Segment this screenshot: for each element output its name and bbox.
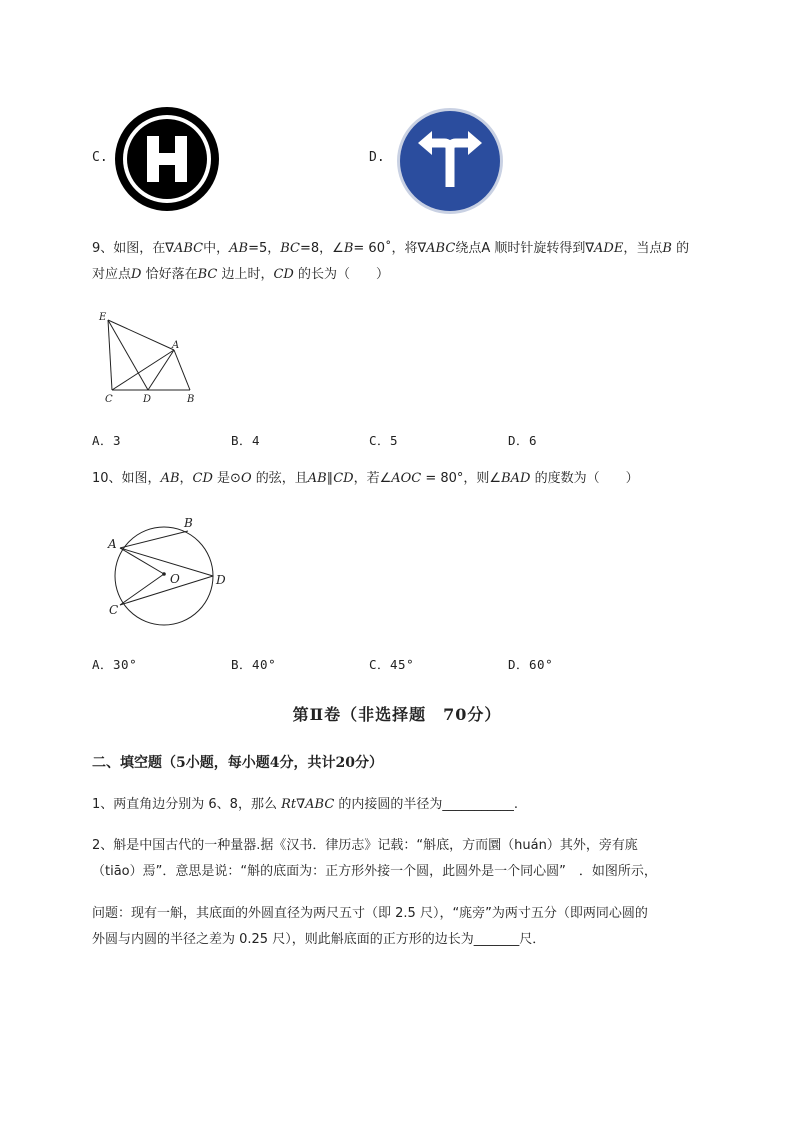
segment-da (148, 350, 174, 390)
segment-ad (120, 548, 213, 576)
question-9-triangle-figure (96, 308, 206, 404)
fill-question-2-line-3: 问题：现有一斛，其底面的外圆直径为两尺五寸（即 2.5 尺），“庣旁”为两寸五分（即两同心圆的 (92, 906, 648, 921)
segment-ec (108, 320, 112, 390)
segment-ea (108, 320, 174, 350)
label-o: O (170, 572, 180, 586)
turn-left-or-right-sign-icon (396, 107, 504, 215)
center-point-o (162, 572, 166, 576)
label-d: D (216, 573, 226, 587)
q9-option-b[interactable]: B．4 (231, 433, 261, 448)
part-2-title: 第Ⅱ卷（非选择题 70分） (292, 705, 502, 724)
label-e: E (99, 312, 107, 323)
fill-in-section-heading: 二、填空题（5小题，每小题4分，共计20分） (92, 755, 383, 771)
question-9-line-2: 对应点D 恰好落在BC 边上时，CD 的长为（ ） (92, 267, 389, 282)
label-b: B (187, 394, 195, 405)
segment-ab (174, 350, 190, 390)
q10-option-a[interactable]: A．30° (92, 657, 138, 672)
q10-option-d[interactable]: D．60° (508, 657, 554, 672)
q9-option-c[interactable]: C．5 (369, 433, 399, 448)
chord-ab (120, 531, 188, 548)
radius-oa (120, 548, 164, 574)
option-d-letter: D. (369, 150, 385, 165)
option-c-letter: C. (92, 150, 108, 165)
label-d: D (143, 394, 152, 405)
q9-option-d[interactable]: D．6 (508, 433, 538, 448)
helipad-sign-icon (114, 106, 220, 212)
fill-question-2-line-4: 外圆与内圆的半径之差为 0.25 尺），则此斛底面的正方形的边长为_______尺． (92, 932, 546, 947)
question-10-line: 10、如图，AB，CD 是⊙O 的弦，且AB∥CD，若∠AOC = 80°，则∠BAD 的度数为（ ） (92, 471, 639, 486)
question-9-line-1: 9、如图，在∇ABC中，AB=5，BC=8，∠B= 60˚，将∇ABC绕点A 顺时针旋转得到∇ADE，当点B 的 (92, 241, 690, 256)
label-c: C (105, 394, 113, 405)
fill-question-2-line-2: （tiāo）焉”．意思是说：“斛的底面为：正方形外接一个圆，此圆外是一个同心圆” ．如图所示， (92, 864, 657, 879)
label-a: A (108, 537, 117, 551)
chord-cd (120, 576, 213, 605)
question-10-circle-figure (104, 512, 234, 622)
circle-o (115, 527, 213, 625)
label-c: C (109, 603, 119, 617)
label-b: B (184, 516, 193, 530)
fill-question-2-line-1: 2、斛是中国古代的一种量器.据《汉书．律历志》记载：“斛底，方而圜（huán）其外，旁有庣 (92, 838, 638, 853)
q10-option-c[interactable]: C．45° (369, 657, 415, 672)
q9-option-a[interactable]: A．3 (92, 433, 122, 448)
label-a: A (172, 340, 180, 351)
segment-ca (112, 350, 174, 390)
radius-oc (120, 574, 164, 605)
q10-option-b[interactable]: B．40° (231, 657, 277, 672)
fill-question-1: 1、两直角边分别为 6、8，那么 Rt∇ABC 的内接圆的半径为___________. (92, 797, 519, 812)
